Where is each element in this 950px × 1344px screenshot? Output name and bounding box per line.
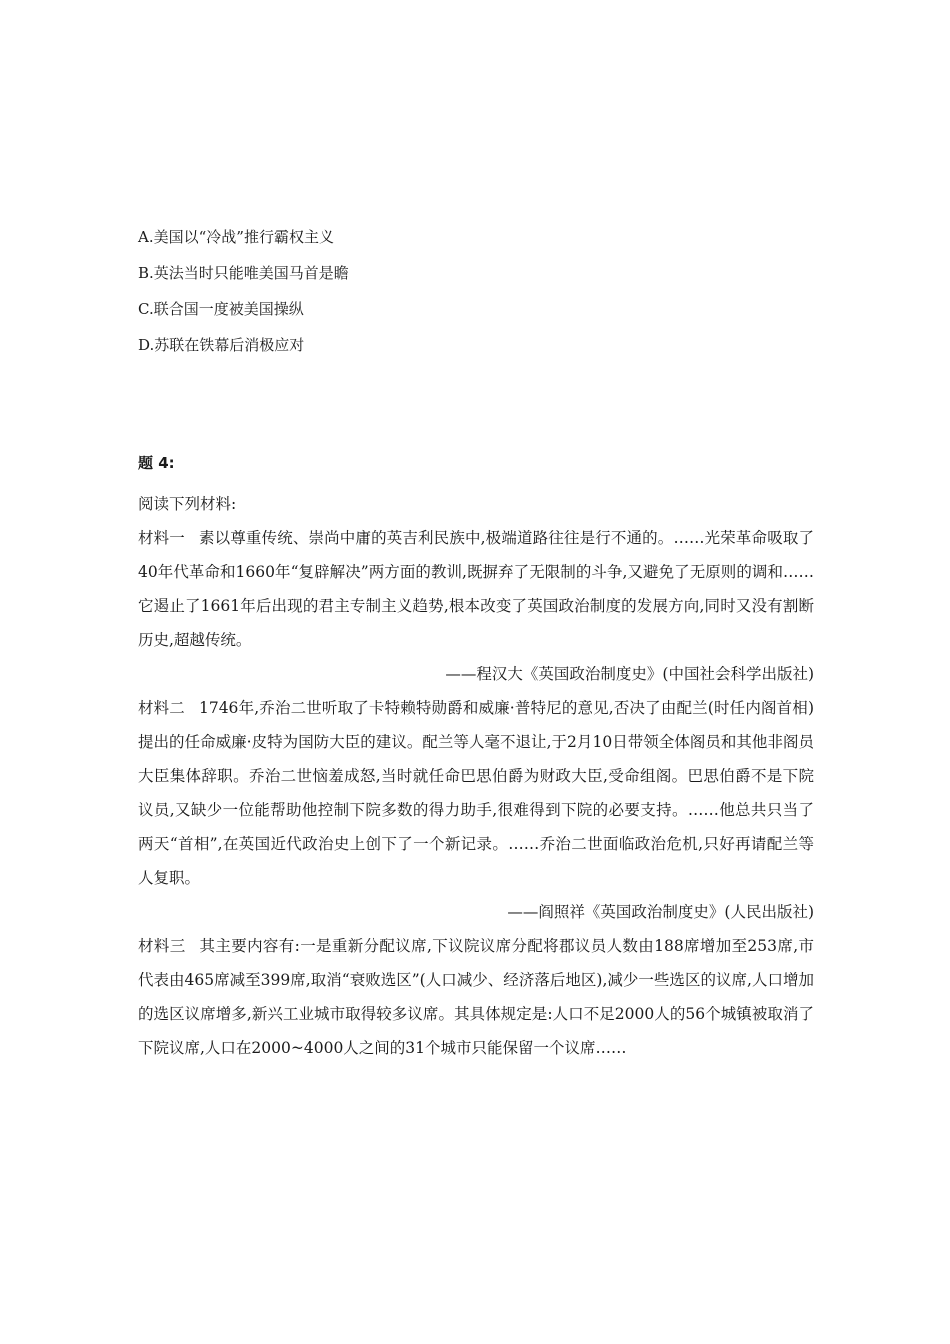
material-three-label: 材料三: [138, 937, 186, 955]
material-two-source: ——阎照祥《英国政治制度史》(人民出版社): [507, 903, 814, 921]
option-a: A.美国以“冷战”推行霸权主义: [138, 228, 334, 246]
question-intro: 阅读下列材料:: [138, 495, 237, 513]
option-c: C.联合国一度被美国操纵: [138, 300, 304, 318]
material-one: [138, 521, 814, 657]
answer-options: [138, 224, 818, 368]
question-title: 题 4:: [138, 454, 175, 472]
material-two-text: 1746年,乔治二世听取了卡特赖特勋爵和威廉·普特尼的意见,否决了由配兰(时任内阁首相)提出的任命威廉·皮特为国防大臣的建议。配兰等人毫不退让,于2月10日带领全体阁员和其他非阁员大臣集体辞职。乔治二世恼羞成怒,当时就任命巴思伯爵为财政大臣,受命组阁。巴思伯爵不是下院议员,又缺少一位能帮助他控制下院多数的得力助手,很难得到下院的必要支持。……他总共只当了两天“首相”,在英国近代政治史上创下了一个新记录。……乔治二世面临政治危机,只好再请配兰等人复职。: [138, 699, 814, 887]
question-4: [138, 452, 814, 1065]
material-three-text: 其主要内容有:一是重新分配议席,下议院议席分配将郡议员人数由188席增加至253席,市代表由465席减至399席,取消“衰败选区”(人口减少、经济落后地区),减少一些选区的议席,人口增加的选区议席增多,新兴工业城市取得较多议席。其具体规定是:人口不足2000人的56个城镇被取消了下院议席,人口在2000~4000人之间的31个城市只能保留一个议席……: [138, 937, 814, 1057]
option-b: B.英法当时只能唯美国马首是瞻: [138, 264, 349, 282]
material-one-text: 素以尊重传统、崇尚中庸的英吉利民族中,极端道路往往是行不通的。……光荣革命吸取了40年代革命和1660年“复辟解决”两方面的教训,既摒弃了无限制的斗争,又避免了无原则的调和……它遏止了1661年后出现的君主专制主义趋势,根本改变了英国政治制度的发展方向,同时又没有割断历史,超越传统。: [138, 529, 814, 649]
material-two-label: 材料二: [138, 699, 185, 717]
material-one-source: ——程汉大《英国政治制度史》(中国社会科学出版社): [445, 665, 814, 683]
material-one-label: 材料一: [138, 529, 185, 547]
material-three: [138, 929, 814, 1065]
material-two: [138, 691, 814, 895]
option-d: D.苏联在铁幕后消极应对: [138, 336, 305, 354]
